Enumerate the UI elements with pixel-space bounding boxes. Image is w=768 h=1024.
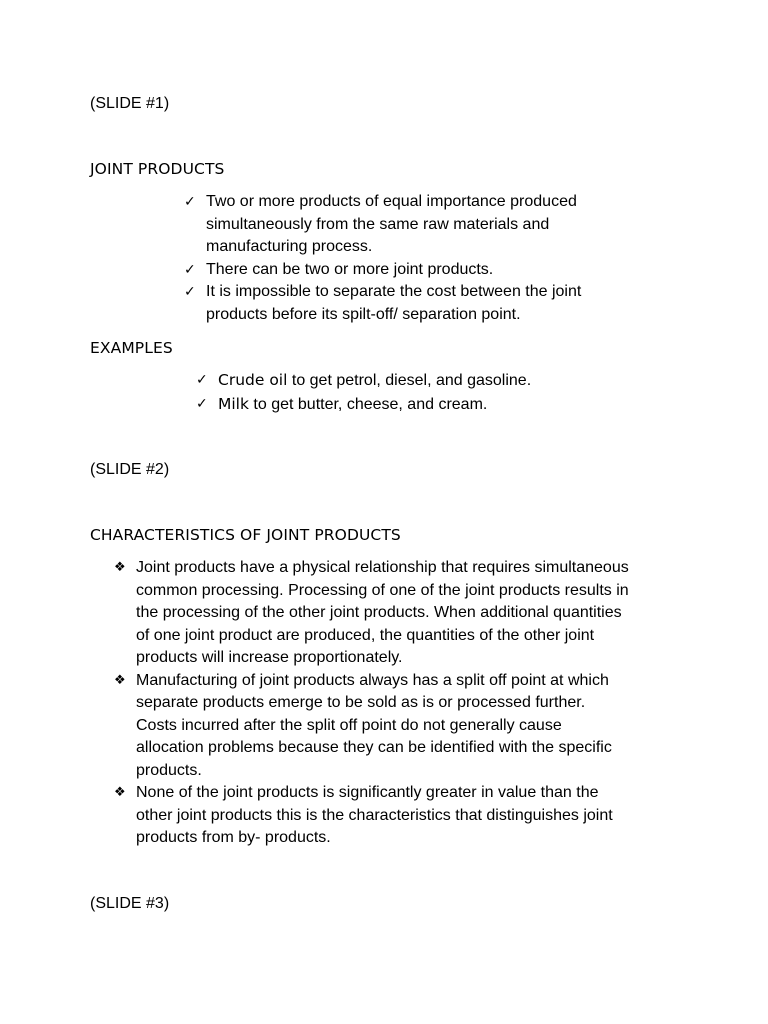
example-term: Crude oil — [218, 371, 288, 389]
checkmark-icon: ✓ — [184, 284, 196, 300]
list-item: ✓ There can be two or more joint products. — [206, 259, 646, 282]
list-item: ❖ Manufacturing of joint products always has a split off point at which separate products emerge to be sold as is or processed further. Costs incurred after the split off point do not generally cause allocation problems because they can be identified with the specific products. — [114, 671, 612, 779]
slide-3-label: (SLIDE #3) — [90, 895, 170, 912]
list-item — [196, 393, 658, 417]
joint-products-heading: JOINT PRODUCTS — [90, 160, 225, 178]
list-item: ❖ Joint products have a physical relationship that requires simultaneous common processing. Processing of one of the joint products results in the processing of the other joint products. When additional quantities of one joint product are produced, the quantities of the other joint products will increase proportionately. — [114, 559, 629, 666]
list-item: ❖ None of the joint products is significantly greater in value than the other joint products this is the characteristics that distinguishes joint products from by- products. — [114, 784, 613, 846]
slide-2-label: (SLIDE #2) — [90, 461, 170, 478]
example-term: Milk — [218, 394, 249, 413]
list-item: ✓ It is impossible to separate the cost between the joint products before its spilt-off/ separation point. — [184, 283, 582, 323]
checkmark-icon: ✓ — [184, 261, 196, 278]
characteristics-heading: CHARACTERISTICS OF JOINT PRODUCTS — [90, 526, 401, 544]
examples-list — [196, 369, 658, 416]
diamond-bullet-icon: ❖ — [114, 560, 126, 575]
checkmark-icon: ✓ — [184, 194, 196, 210]
example-description: to get petrol, diesel, and gasoline. — [287, 372, 532, 389]
examples-heading: EXAMPLES — [90, 339, 173, 357]
list-item — [196, 369, 658, 393]
characteristics-list — [114, 557, 696, 850]
list-item: ✓ Two or more products of equal importance produced simultaneously from the same raw materials and manufacturing process. — [184, 193, 577, 255]
example-description: to get butter, cheese, and cream. — [248, 395, 488, 413]
diamond-bullet-icon: ❖ — [114, 672, 126, 688]
slide-1-label: (SLIDE #1) — [90, 95, 170, 112]
diamond-bullet-icon: ❖ — [114, 785, 126, 800]
checkmark-icon: ✓ — [196, 395, 208, 412]
checkmark-icon: ✓ — [196, 372, 208, 388]
joint-products-list — [184, 191, 646, 326]
